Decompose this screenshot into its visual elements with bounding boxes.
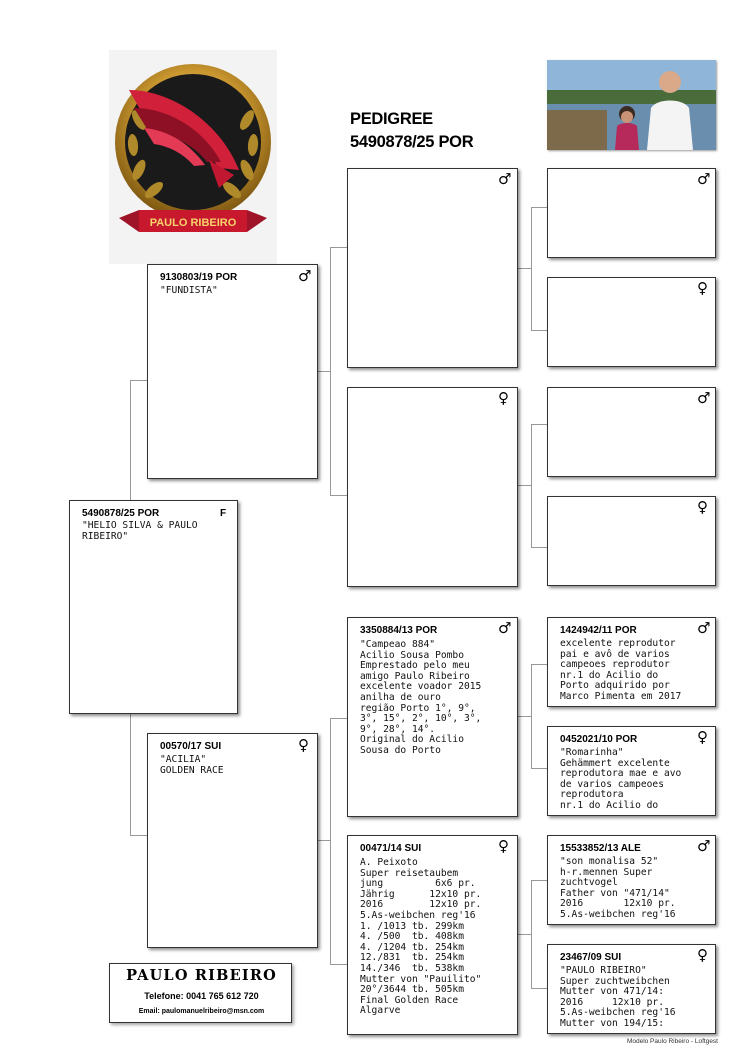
pedigree-card-sire-sire[interactable] [347,168,518,368]
male-icon: ♂ [498,619,512,637]
pedigree-card-sire-sire-sire[interactable] [547,168,716,258]
pedigree-card-dam[interactable] [147,733,318,948]
contact-email: Email: paulomanuelribeiro@msn.com [138,1008,265,1015]
template-credit: Modelo Paulo Ribeiro - Loftgest [626,1038,718,1045]
page-ring-number: 5490878/25 POR [350,133,474,151]
ring-number: 0452021/10 POR [560,734,638,745]
breeder-logo [109,50,277,264]
female-icon: ♀ [298,736,309,754]
ring-number: 00471/14 SUI [360,843,422,854]
ring-number: 1424942/11 POR [560,625,637,636]
bird-notes: "Romarinha" Gehämmert excelente reprodutora mae e avo de varios campeoes reprodutora nr.1 do Acilio do [560,747,682,811]
pedigree-card-dam-sire-sire[interactable] [547,617,716,707]
pedigree-card-dam-sire[interactable] [347,617,518,817]
bird-notes: A. Peixoto Super reisetaubem jung 6x6 pr. Jährig 12x10 pr. 2016 12x10 pr. 5.As-weibchen reg'16 1. /1013 tb. 299km 4. /500 tb. 408km 4. /1204 tb. 254km 12./831 tb. 254km 14./346 tb. 538km Mutter von "Pauilito" 20°/3644 tb. 505km Final Golden Race Algarve [360,857,482,1017]
ring-number: 9130803/19 POR [160,272,238,283]
contact-name: PAULO RIBEIRO [126,967,277,984]
ring-number: 00570/17 SUI [160,741,222,752]
bird-notes: "FUNDISTA" [160,285,218,296]
female-icon: ♀ [498,389,509,407]
pedigree-card-sire-sire-dam[interactable] [547,277,716,367]
pedigree-card-dam-dam-dam[interactable] [547,944,716,1034]
bird-notes: "son monalisa 52" h-r.mennen Super zuchtvogel Father von "471/14" 2016 12x10 pr. 5.As-weibchen reg'16 [560,856,676,920]
female-icon: ♀ [697,946,708,964]
logo-graphic [109,50,277,264]
bird-notes: "ACILIA" GOLDEN RACE [160,754,224,776]
male-icon: ♂ [697,619,711,637]
female-icon: ♀ [697,498,708,516]
male-icon: ♂ [298,267,312,285]
pedigree-card-sire-dam-sire[interactable] [547,387,716,477]
female-icon: ♀ [697,279,708,297]
pedigree-card-dam-sire-dam[interactable] [547,726,716,816]
pedigree-card-sire-dam-dam[interactable] [547,496,716,586]
pedigree-card-dam-dam[interactable] [347,835,518,1035]
sex-marker: F [220,508,227,519]
pedigree-card-subject[interactable] [69,500,238,714]
male-icon: ♂ [697,170,711,188]
bird-notes: excelente reprodutor pai e avô de varios campeoes reprodutor nr.1 do Acilio do Porto adquirido por Marco Pimenta em 2017 [560,638,682,702]
contact-phone: Telefone: 0041 765 612 720 [144,991,259,1001]
bird-notes: "Campeao 884" Acilio Sousa Pombo Emprestado pelo meu amigo Paulo Ribeiro excelente voador 2015 anilha de ouro região Porto 1°, 9°, 3°, 15°, 2°, 10°, 3°, 9°, 28°, 14°. Original do Acilio Sousa do Porto [360,639,482,756]
male-icon: ♂ [498,170,512,188]
pedigree-card-sire[interactable] [147,264,318,479]
bird-notes: "HELIO SILVA & PAULO RIBEIRO" [82,520,198,542]
pedigree-card-dam-dam-sire[interactable] [547,835,716,925]
female-icon: ♀ [697,728,708,746]
pedigree-card-sire-dam[interactable] [347,387,518,587]
contact-card [109,963,292,1023]
ring-number: 5490878/25 POR [82,508,160,519]
male-icon: ♂ [697,837,711,855]
ring-number: 3350884/13 POR [360,625,438,636]
ring-number: 15533852/13 ALE [560,843,641,854]
logo-banner-text: PAULO RIBEIRO [149,217,237,229]
owner-photo [547,60,716,150]
ring-number: 23467/09 SUI [560,952,622,963]
female-icon: ♀ [498,837,509,855]
page-title: PEDIGREE [350,110,433,128]
bird-notes: "PAULO RIBEIRO" Super zuchtweibchen Mutter von 471/14: 2016 12x10 pr. 5.As-weibchen reg'16 Mutter von 194/15: [560,965,676,1029]
male-icon: ♂ [697,389,711,407]
